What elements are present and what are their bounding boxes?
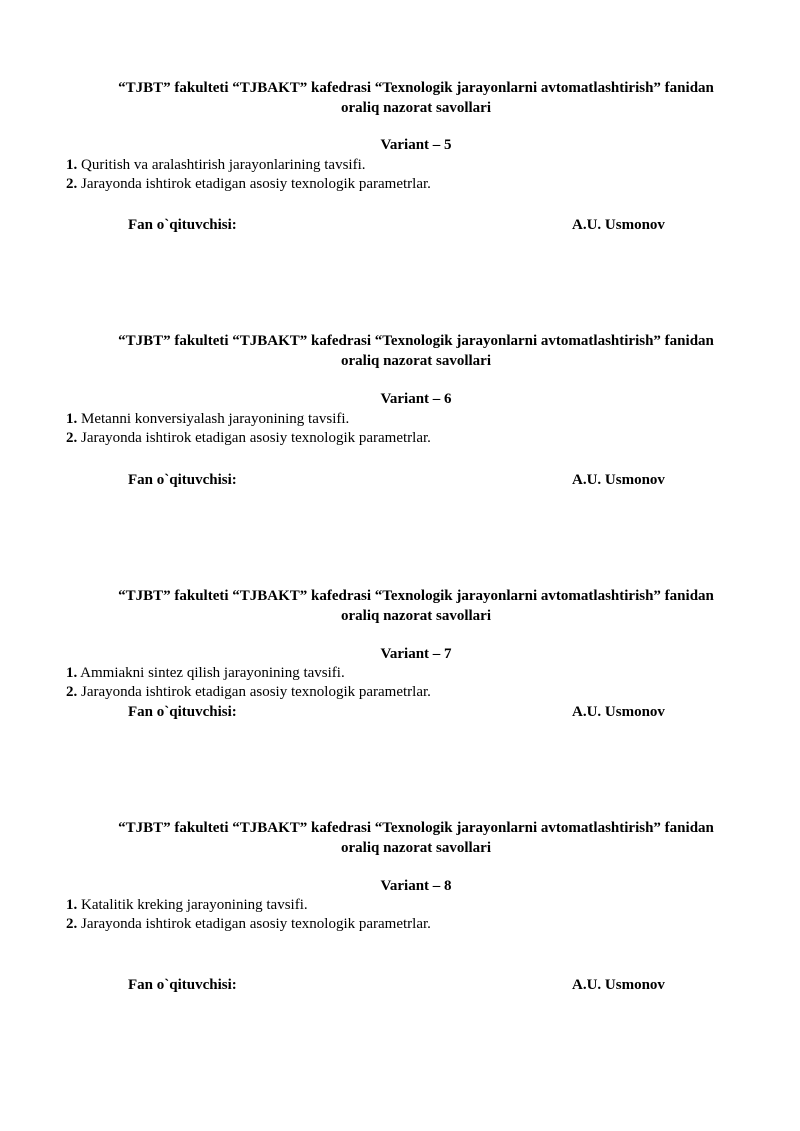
teacher-label: Fan o`qituvchisi: [128, 704, 237, 720]
header-line-1: “TJBT” fakulteti “TJBAKT” kafedrasi “Texnologik jarayonlarni avtomatlashtirish” fanidan [118, 333, 714, 349]
question-text: Metanni konversiyalash jarayonining tavsifi. [77, 411, 350, 427]
question-text: Jarayonda ishtirok etadigan asosiy texnologik parametrlar. [77, 176, 431, 192]
variant-title: Variant – 7 [380, 646, 452, 662]
variant-title: Variant – 8 [380, 878, 452, 894]
question-number: 1. [66, 897, 78, 913]
teacher-name: A.U. Usmonov [572, 472, 665, 488]
question-text: Jarayonda ishtirok etadigan asosiy texnologik parametrlar. [77, 684, 431, 700]
question-text: Quritish va aralashtirish jarayonlarining tavsifi. [77, 157, 366, 173]
question-text: Jarayonda ishtirok etadigan asosiy texnologik parametrlar. [77, 916, 431, 932]
question-number: 2. [66, 684, 78, 700]
header-line-2: oraliq nazorat savollari [341, 840, 491, 856]
block-header [66, 818, 766, 858]
header-line-1: “TJBT” fakulteti “TJBAKT” kafedrasi “Texnologik jarayonlarni avtomatlashtirish” fanidan [118, 588, 714, 604]
teacher-name: A.U. Usmonov [572, 977, 665, 993]
question-2 [66, 428, 431, 448]
teacher-name: A.U. Usmonov [572, 704, 665, 720]
block-header [66, 331, 766, 371]
question-2 [66, 174, 431, 194]
teacher-label: Fan o`qituvchisi: [128, 472, 237, 488]
question-1 [66, 155, 366, 175]
question-number: 1. [66, 157, 78, 173]
block-header [66, 78, 766, 118]
header-line-2: oraliq nazorat savollari [341, 353, 491, 369]
variant-title: Variant – 6 [380, 391, 452, 407]
question-number: 2. [66, 430, 78, 446]
question-1 [66, 895, 308, 915]
question-2 [66, 914, 431, 934]
question-1 [66, 663, 345, 683]
variant-title: Variant – 5 [380, 137, 452, 153]
teacher-label: Fan o`qituvchisi: [128, 217, 237, 233]
teacher-label: Fan o`qituvchisi: [128, 977, 237, 993]
question-number: 1. [66, 665, 78, 681]
question-text: Ammiakni sintez qilish jarayonining tavsifi. [77, 665, 345, 681]
header-line-1: “TJBT” fakulteti “TJBAKT” kafedrasi “Texnologik jarayonlarni avtomatlashtirish” fanidan [118, 80, 714, 96]
block-header [66, 586, 766, 626]
header-line-2: oraliq nazorat savollari [341, 608, 491, 624]
question-number: 2. [66, 176, 78, 192]
question-number: 2. [66, 916, 78, 932]
teacher-name: A.U. Usmonov [572, 217, 665, 233]
question-1 [66, 409, 349, 429]
header-line-1: “TJBT” fakulteti “TJBAKT” kafedrasi “Texnologik jarayonlarni avtomatlashtirish” fanidan [118, 820, 714, 836]
question-number: 1. [66, 411, 78, 427]
question-text: Katalitik kreking jarayonining tavsifi. [77, 897, 308, 913]
header-line-2: oraliq nazorat savollari [341, 100, 491, 116]
question-text: Jarayonda ishtirok etadigan asosiy texnologik parametrlar. [77, 430, 431, 446]
question-2 [66, 682, 431, 702]
